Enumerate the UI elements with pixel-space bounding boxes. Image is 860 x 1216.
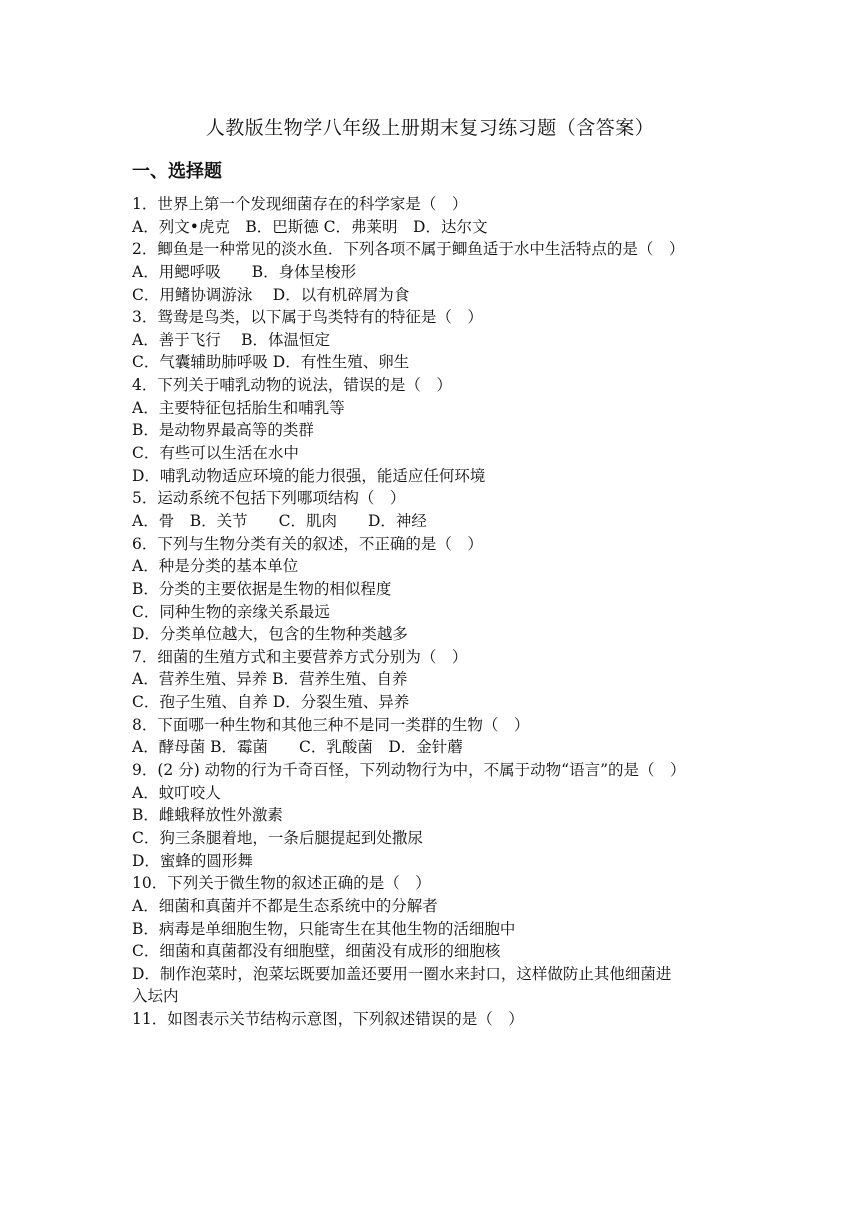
question-7-options-ab: A．营养生殖、异养 B．营养生殖、自养 <box>132 670 408 689</box>
question-7: 7．细菌的生殖方式和主要营养方式分别为（ ） <box>132 647 468 666</box>
question-5-options: A．骨 B．关节 C．肌肉 D．神经 <box>132 511 427 530</box>
question-4-option-b: B．是动物界最高等的类群 <box>132 421 314 440</box>
question-6-option-c: C．同种生物的亲缘关系最远 <box>132 602 330 621</box>
question-9-option-a: A．蚊叮咬人 <box>132 783 221 802</box>
question-1: 1．世界上第一个发现细菌存在的科学家是（ ） <box>132 195 468 213</box>
question-8: 8．下面哪一种生物和其他三种不是同一类群的生物（ ） <box>132 715 530 734</box>
question-10-option-b: B．病毒是单细胞生物，只能寄生在其他生物的活细胞中 <box>132 919 516 938</box>
document-title: 人教版生物学八年级上册期末复习练习题（含答案） <box>205 117 655 139</box>
question-10-option-d-continued: 入坛内 <box>132 987 179 1006</box>
section-heading: 一、选择题 <box>132 161 222 182</box>
question-1-options: A．列文•虎克 B．巴斯德 C．弗莱明 D．达尔文 <box>132 217 488 236</box>
question-5: 5．运动系统不包括下列哪项结构（ ） <box>132 489 406 508</box>
question-4-option-c: C．有些可以生活在水中 <box>132 444 299 463</box>
question-6-option-d: D．分类单位越大，包含的生物种类越多 <box>132 625 408 644</box>
question-9-option-c: C．狗三条腿着地，一条后腿提起到处撒尿 <box>132 828 423 847</box>
question-9: 9．(2 分) 动物的行为千奇百怪，下列动物行为中，不属于动物“语言”的是（ ） <box>132 761 686 780</box>
question-2-options-ab: A．用鳃呼吸 B．身体呈梭形 <box>132 262 357 281</box>
question-3-options-cd: C．气囊辅助肺呼吸 D．有性生殖、卵生 <box>132 353 410 372</box>
question-10: 10．下列关于微生物的叙述正确的是（ ） <box>132 874 431 893</box>
question-4-option-a: A．主要特征包括胎生和哺乳等 <box>132 398 345 417</box>
question-9-option-b: B．雌蛾释放性外激素 <box>132 806 283 825</box>
question-10-option-d: D．制作泡菜时，泡菜坛既要加盖还要用一圈水来封口，这样做防止其他细菌进 <box>132 964 672 983</box>
question-7-options-cd: C．孢子生殖、自养 D．分裂生殖、异养 <box>132 693 410 712</box>
question-10-option-c: C．细菌和真菌都没有细胞壁，细菌没有成形的细胞核 <box>132 942 501 961</box>
question-9-option-d: D．蜜蜂的圆形舞 <box>132 851 253 870</box>
question-3-options-ab: A．善于飞行 B．体温恒定 <box>132 330 331 349</box>
question-11: 11．如图表示关节结构示意图，下列叙述错误的是（ ） <box>132 1010 524 1029</box>
question-4: 4．下列关于哺乳动物的说法，错误的是（ ） <box>132 376 452 395</box>
question-2-options-cd: C．用鳍协调游泳 D．以有机碎屑为食 <box>132 285 410 304</box>
question-2: 2．鲫鱼是一种常见的淡水鱼．下列各项不属于鲫鱼适于水中生活特点的是（ ） <box>132 240 685 259</box>
question-6: 6．下列与生物分类有关的叙述，不正确的是（ ） <box>132 534 483 553</box>
question-list <box>132 193 742 1031</box>
question-4-option-d: D．哺乳动物适应环境的能力很强，能适应任何环境 <box>132 466 486 485</box>
question-8-options: A．酵母菌 B．霉菌 C．乳酸菌 D．金针蘑 <box>132 738 463 757</box>
question-10-option-a: A．细菌和真菌并不都是生态系统中的分解者 <box>132 896 438 915</box>
question-6-option-a: A．种是分类的基本单位 <box>132 557 299 576</box>
question-6-option-b: B．分类的主要依据是生物的相似程度 <box>132 579 392 598</box>
question-3: 3．鸳鸯是鸟类，以下属于鸟类特有的特征是（ ） <box>132 308 483 327</box>
